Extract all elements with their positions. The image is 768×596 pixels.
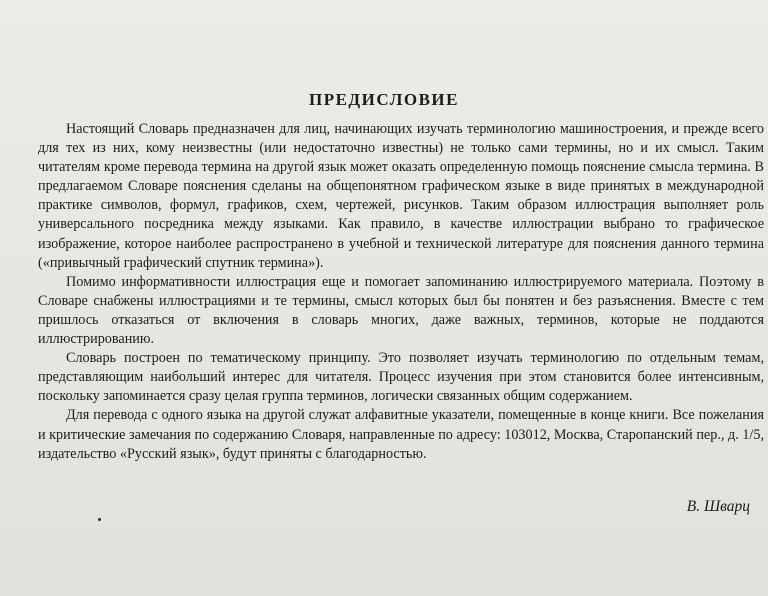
ink-dot [98,518,101,521]
paragraph-3: Словарь построен по тематическому принципу. Это позволяет изучать терминологию по отдельным темам, представляющим наибольший интерес для читателя. Процесс изучения при этом становится более интенсивным, поскольку запоминается сразу целая группа терминов, логически связанных общим содержанием. [38,350,764,405]
page-title: ПРЕДИСЛОВИЕ [308,90,459,109]
author-signature: В. Шварц [686,498,750,515]
preface-body [38,120,764,464]
paragraph-1: Настоящий Словарь предназначен для лиц, начинающих изучать терминологию машиностроения, и прежде всего для тех из них, кому неизвестны (или недостаточно известны) не только сами термины, но и их смысл. Таким читателям кроме перевода термина на другой язык может оказать определенную помощь пояснение смысла термина. В предлагаемом Словаре пояснения сделаны на общепонятном графическом языке в виде принятых в международной практике символов, формул, графиков, схем, чертежей, рисунков. Таким образом иллюстрация выполняет роль универсального посредника между языками. Как правило, в качестве иллюстрации выбрано то графическое изображение, которое наиболее распространено в учебной и технической литературе для пояснения данного термина («привычный графический спутник термина»). [38,121,764,271]
paragraph-4: Для перевода с одного языка на другой служат алфавитные указатели, помещенные в конце книги. Все пожелания и критические замечания по содержанию Словаря, направленные по адресу: 103012, Москва, Старопанский пер., д. 1/5, издательство «Русский язык», будут приняты с благодарностью. [38,407,764,462]
paragraph-2: Помимо информативности иллюстрация еще и помогает запоминанию иллюстрируемого материала. Поэтому в Словаре снабжены иллюстрациями и те термины, смысл которых был бы понятен и без разъяснения. Вместе с тем пришлось отказаться от включения в словарь многих, даже важных, терминов, которые не поддаются иллюстрированию. [38,273,764,348]
